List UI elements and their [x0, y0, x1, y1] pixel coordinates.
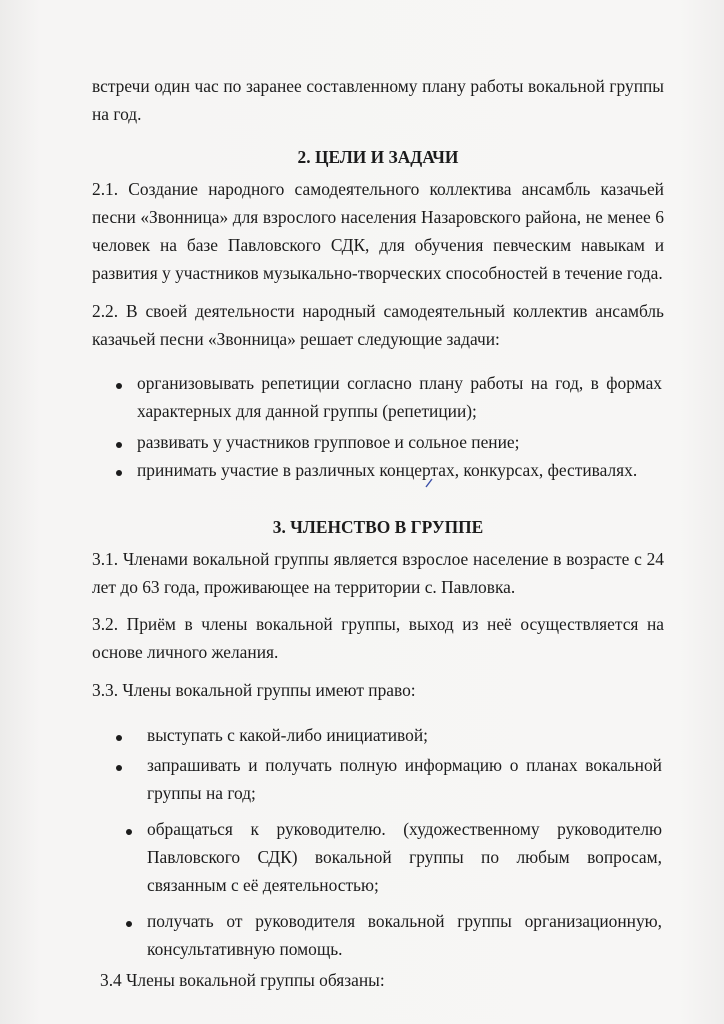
paragraph-3-4: 3.4 Члены вокальной группы обязаны:	[100, 970, 385, 990]
bullet	[126, 829, 132, 835]
bullet	[126, 921, 132, 927]
paragraph-2-1: 2.1. Создание народного самодеятельного коллектива ансамбль казачьей песни «Звонница» для взрослого населения Назаровского района, не менее 6 человек на базе Павловского СДК, для обучения певческим навыкам и развития у участников музыкально-творческих способностей в течение года.	[92, 179, 664, 283]
right-item-3: обращаться к руководителю. (художественному руководителю Павловского СДК) вокальной группы по любым вопросам, связанным с её деятельностью;	[147, 819, 662, 895]
task-item-2: развивать у участников групповое и сольное пение;	[137, 432, 520, 452]
bullet	[116, 470, 122, 476]
task-item-1: организовывать репетиции согласно плану работы на год, в формах характерных для данной группы (репетиции);	[137, 373, 662, 421]
paragraph-2-2: 2.2. В своей деятельности народный самодеятельный коллектив ансамбль казачьей песни «Звонница» решает следующие задачи:	[92, 301, 664, 349]
right-item-1: выступать с какой-либо инициативой;	[147, 725, 428, 745]
right-item-2: запрашивать и получать полную информацию о планах вокальной группы на год;	[147, 755, 662, 803]
paragraph-3-2: 3.2. Приём в члены вокальной группы, выход из неё осуществляется на основе личного желания.	[92, 614, 664, 662]
paragraph-3-3: 3.3. Члены вокальной группы имеют право:	[92, 680, 416, 700]
bullet	[116, 442, 122, 448]
task-item-3: принимать участие в различных концертах, конкурсах, фестивалях.	[137, 460, 638, 480]
bullet	[116, 383, 122, 389]
section-3-heading: 3. ЧЛЕНСТВО В ГРУППЕ	[272, 517, 484, 537]
right-item-4: получать от руководителя вокальной группы организационную, консультативную помощь.	[147, 911, 662, 959]
section-2-heading: 2. ЦЕЛИ И ЗАДАЧИ	[297, 147, 459, 167]
pen-mark	[425, 478, 433, 488]
bullet	[116, 735, 122, 741]
intro-paragraph: встречи один час по заранее составленному плану работы вокальной группы на год.	[92, 76, 664, 124]
bullet	[116, 765, 122, 771]
paragraph-3-1: 3.1. Членами вокальной группы является взрослое население в возрасте с 24 лет до 63 года, проживающее на территории с. Павловка.	[92, 549, 664, 597]
